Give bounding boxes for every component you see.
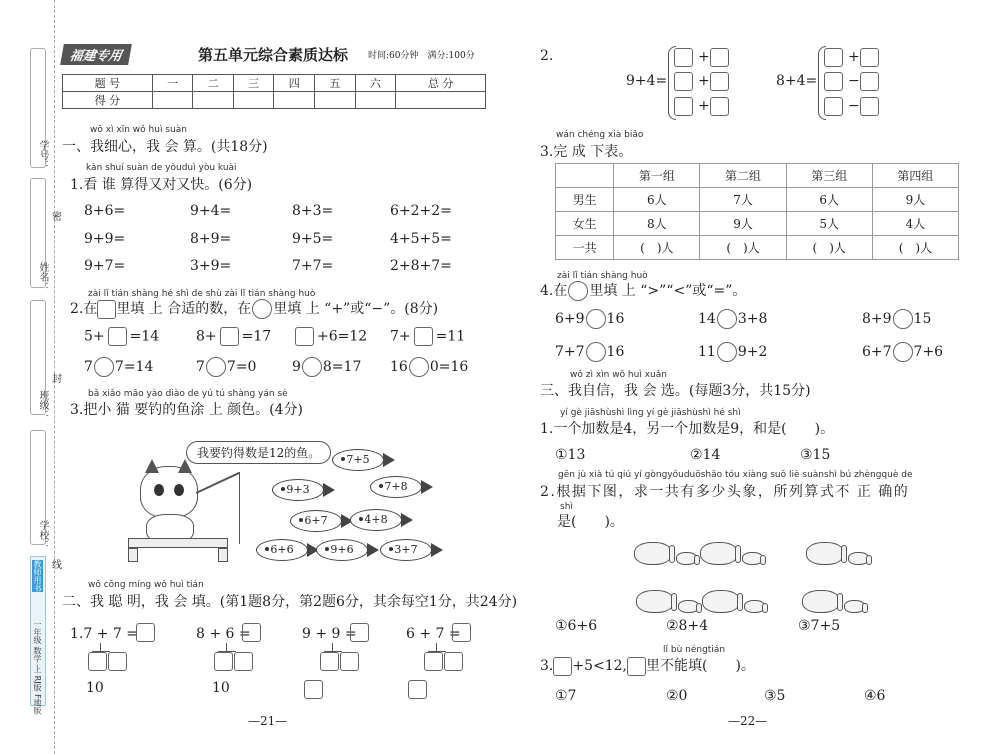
elephant-trunk-icon xyxy=(694,555,700,565)
score-label-cell: 得 分 xyxy=(63,92,153,109)
score-header-cell: 三 xyxy=(233,75,274,92)
s2-q4-pinyin: zài lǐ tián shàng huò xyxy=(557,271,648,281)
fish-7[interactable]: 9+6 xyxy=(316,539,368,561)
elephant-icon xyxy=(844,600,865,613)
seal-xian: 线 xyxy=(52,560,62,571)
calc-problem[interactable]: 2+8+7= xyxy=(390,258,452,274)
fill-blank-problem xyxy=(196,327,271,346)
ten-label: 10 xyxy=(86,680,104,696)
elephant-icon xyxy=(700,542,738,565)
seal-mi: 密 xyxy=(52,212,62,223)
compare-problem xyxy=(862,309,931,329)
elephant-icon xyxy=(636,590,674,613)
operator: + xyxy=(698,49,710,65)
fish-2[interactable]: 9+3 xyxy=(272,479,324,501)
elephant-trunk-icon xyxy=(735,545,741,563)
compare-right: 16 xyxy=(606,311,625,327)
split-square[interactable] xyxy=(108,652,127,671)
fish-4[interactable]: 6+7 xyxy=(290,510,342,532)
compare-left: 6+7 xyxy=(862,344,892,360)
compare-right: 3+8 xyxy=(737,311,768,327)
elephant-trunk-icon xyxy=(671,593,677,611)
s3-q2-option-c[interactable]: ③7+5 xyxy=(798,618,841,634)
compare-circle[interactable] xyxy=(893,342,913,362)
compare-circle[interactable] xyxy=(717,309,737,329)
operator: + xyxy=(698,73,710,89)
fill-suffix: +6=12 xyxy=(317,328,368,345)
answer-circle[interactable] xyxy=(302,357,322,377)
compare-problem xyxy=(862,342,943,362)
table-header: 第三组 xyxy=(786,164,872,188)
fish-3[interactable]: 7+8 xyxy=(370,476,422,498)
s2-pinyin: wǒ cōng míng wǒ huì tián xyxy=(88,580,204,590)
score-header-cell: 题 号 xyxy=(63,75,153,92)
row-label: 男生 xyxy=(556,188,614,212)
page-title: 第五单元综合素质达标 xyxy=(198,46,349,64)
compare-right: 9+2 xyxy=(737,344,768,360)
s2-q2-label: 2. xyxy=(540,48,554,64)
calc-problem[interactable]: 9+4= xyxy=(190,203,232,219)
elephant-trunk-icon xyxy=(737,593,743,611)
square-symbol xyxy=(97,300,116,319)
operator-blank-problem xyxy=(292,357,361,377)
operator: + xyxy=(848,49,860,65)
score-header-cell: 四 xyxy=(274,75,315,92)
split-square[interactable] xyxy=(234,652,253,671)
split-square[interactable] xyxy=(674,72,693,91)
fill-suffix: 8=17 xyxy=(322,359,362,375)
score-input-cell[interactable] xyxy=(355,92,396,109)
s1-q3-pinyin: bǎ xiǎo māo yào diào de yú tú shàng yán sè xyxy=(88,389,288,399)
elephant-trunk-icon xyxy=(696,603,702,613)
s3-q3: 3. +5<12, 里不能填( )。 xyxy=(540,658,755,674)
exam-meta: 时间:60分钟 满分:100分 xyxy=(368,51,475,61)
answer-square[interactable] xyxy=(295,327,314,346)
compare-circle[interactable] xyxy=(586,309,606,329)
compare-left: 11 xyxy=(698,344,716,360)
split-square[interactable] xyxy=(860,72,879,91)
score-table xyxy=(62,74,486,109)
split-square[interactable] xyxy=(710,48,729,67)
cat-head-icon xyxy=(140,466,198,518)
calc-problem[interactable]: 9+5= xyxy=(292,231,334,247)
s2-q3: 3.完 成 下表。 xyxy=(540,144,633,160)
compare-problem xyxy=(555,342,624,362)
calc-problem[interactable]: 8+6= xyxy=(84,203,126,219)
compare-left: 8+9 xyxy=(862,311,892,327)
answer-square[interactable] xyxy=(350,623,369,642)
calc-problem[interactable]: 3+9= xyxy=(190,258,232,274)
bench-icon xyxy=(128,538,228,548)
s3-q1-pinyin: yí gè jiāshùshì lìng yí gè jiāshùshì hé shì xyxy=(560,408,741,418)
circle-symbol xyxy=(568,281,588,301)
operator: − xyxy=(848,98,860,114)
answer-square[interactable] xyxy=(136,623,155,642)
fill-prefix: 7+ xyxy=(390,328,411,345)
score-header-cell: 六 xyxy=(355,75,396,92)
split-square[interactable] xyxy=(860,48,879,67)
answer-circle[interactable] xyxy=(94,357,114,377)
answer-circle[interactable] xyxy=(206,357,226,377)
ten-square[interactable] xyxy=(408,680,427,699)
score-input-cell[interactable] xyxy=(233,92,274,109)
split-square[interactable] xyxy=(674,48,693,67)
fish-5[interactable]: 4+8 xyxy=(350,509,402,531)
fill-prefix: 7 xyxy=(196,359,205,375)
s3-q3-option-c[interactable]: ③5 xyxy=(764,688,786,704)
decompose-equation: 9 + 9 = xyxy=(302,626,357,642)
table-cell: 8人 xyxy=(614,212,700,236)
split-square[interactable] xyxy=(824,72,843,91)
answer-square[interactable] xyxy=(414,327,433,346)
s3-q3-option-d[interactable]: ④6 xyxy=(864,688,886,704)
table-cell: 6人 xyxy=(614,188,700,212)
speech-bubble: 我要钓得数是12的鱼。 xyxy=(186,441,331,464)
fill-suffix: 7=14 xyxy=(114,359,154,375)
operator-blank-problem xyxy=(84,357,153,377)
page-number-right: —22— xyxy=(728,714,768,728)
score-header-cell: 五 xyxy=(315,75,356,92)
elephant-trunk-icon xyxy=(762,603,768,613)
s3-q3-pinyin: lǐ bù néngtián xyxy=(663,645,726,655)
tree-stem xyxy=(226,643,227,651)
class-label: 班级： xyxy=(37,390,48,420)
s2-q4: 4.在 里填 上 “>”“<”或“=”。 xyxy=(540,283,747,299)
s3-title: 三、我自信，我 会 选。(每题3分，共15分) xyxy=(540,383,811,399)
score-input-cell[interactable] xyxy=(152,92,193,109)
elephant-trunk-icon xyxy=(760,555,766,565)
split-square[interactable] xyxy=(860,97,879,116)
table-cell[interactable]: ( )人 xyxy=(786,236,872,260)
compare-circle[interactable] xyxy=(717,342,737,362)
fill-suffix: =17 xyxy=(241,328,272,345)
answer-circle[interactable] xyxy=(409,357,429,377)
table-cell[interactable]: ( )人 xyxy=(700,236,786,260)
table-cell: 6人 xyxy=(786,188,872,212)
answer-square[interactable] xyxy=(108,327,127,346)
fill-prefix: 9 xyxy=(292,359,301,375)
compare-right: 16 xyxy=(606,344,625,360)
expr-8-plus-4: 8+4= xyxy=(776,73,818,89)
tree-stem xyxy=(332,643,333,651)
score-input-cell[interactable] xyxy=(193,92,234,109)
answer-square[interactable] xyxy=(242,623,261,642)
fill-suffix: 0=16 xyxy=(429,359,469,375)
split-square[interactable] xyxy=(710,97,729,116)
table-cell: 4人 xyxy=(872,212,958,236)
split-square[interactable] xyxy=(824,97,843,116)
s3-q1: 1.一个加数是4，另一个加数是9，和是( )。 xyxy=(540,421,835,437)
s1-q1-pinyin: kàn shuí suàn de yòuduì yòu kuài xyxy=(86,163,237,173)
elephant-icon xyxy=(742,552,763,565)
seal-feng: 封 xyxy=(52,374,62,385)
operator: + xyxy=(698,98,710,114)
s3-q3-option-b[interactable]: ②0 xyxy=(666,688,688,704)
elephant-trunk-icon xyxy=(669,545,675,563)
binding-strip xyxy=(0,0,62,754)
fill-blank-problem xyxy=(390,327,465,346)
split-square[interactable] xyxy=(824,48,843,67)
split-square[interactable] xyxy=(340,652,359,671)
fill-prefix: 16 xyxy=(390,359,408,375)
s1-q3: 3.把小 猫 要钓的鱼涂 上 颜色。(4分) xyxy=(70,402,303,418)
compare-problem xyxy=(698,342,767,362)
compare-circle[interactable] xyxy=(586,342,606,362)
fill-blank-problem xyxy=(292,327,367,346)
elephant-icon xyxy=(702,590,740,613)
elephant-icon xyxy=(676,552,697,565)
s3-q2-pinyin: gēn jù xià tú qiú yí gòngyǒuduōshǎo tóu xiàng suǒ liè suànshì bú zhèngquè de xyxy=(558,470,913,480)
split-square[interactable] xyxy=(214,652,233,671)
compare-left: 6+9 xyxy=(555,311,585,327)
square-symbol xyxy=(553,657,572,676)
book-tag: 教师用书 xyxy=(33,560,42,592)
table-cell: 9人 xyxy=(700,212,786,236)
score-header-cell: 一 xyxy=(152,75,193,92)
elephant-trunk-icon xyxy=(837,593,843,611)
calc-problem[interactable]: 4+5+5= xyxy=(390,231,452,247)
fill-prefix: 5+ xyxy=(84,328,105,345)
elephant-trunk-icon xyxy=(862,603,868,613)
operator-blank-problem xyxy=(196,357,256,377)
split-square[interactable] xyxy=(710,72,729,91)
score-input-cell[interactable] xyxy=(274,92,315,109)
s1-title: 一、我细心，我 会 算。(共18分) xyxy=(62,139,268,155)
row-label: 女生 xyxy=(556,212,614,236)
circle-symbol xyxy=(252,299,272,319)
s1-q2: 2.在 里填 上 合适的数，在 里填 上 “+”或“−”。(8分) xyxy=(70,301,439,317)
calc-problem[interactable]: 6+2+2= xyxy=(390,203,452,219)
fill-suffix: 7=0 xyxy=(226,359,257,375)
answer-square[interactable] xyxy=(220,327,239,346)
answer-square[interactable] xyxy=(452,623,471,642)
s3-q2-pinyin-2: shì xyxy=(560,502,573,512)
compare-left: 7+7 xyxy=(555,344,585,360)
decompose-equation: 6 + 7 = xyxy=(406,626,461,642)
compare-left: 14 xyxy=(698,311,716,327)
table-header xyxy=(556,164,614,188)
fish-6[interactable]: 6+6 xyxy=(256,539,308,561)
elephant-icon xyxy=(802,590,840,613)
elephant-icon xyxy=(678,600,699,613)
school-label: 学校： xyxy=(37,520,48,550)
ten-square[interactable] xyxy=(304,680,323,699)
student-number-label: 学号： xyxy=(37,140,48,170)
compare-right: 7+6 xyxy=(913,344,944,360)
calc-problem[interactable]: 9+7= xyxy=(84,258,126,274)
operator-blank-problem xyxy=(390,357,468,377)
split-square[interactable] xyxy=(424,652,443,671)
split-square[interactable] xyxy=(320,652,339,671)
s3-q1-option-a[interactable]: ①13 xyxy=(555,447,586,463)
elephant-icon xyxy=(806,542,844,565)
book-info: 一年级 数学 上 RJ版 F地版 xyxy=(33,620,42,715)
score-input-cell[interactable] xyxy=(396,92,486,109)
fill-blank-problem xyxy=(84,327,159,346)
s3-q1-option-b[interactable]: ②14 xyxy=(690,447,721,463)
calc-problem[interactable]: 9+9= xyxy=(84,231,126,247)
s3-q1-option-c[interactable]: ③15 xyxy=(800,447,831,463)
split-square[interactable] xyxy=(674,97,693,116)
s3-q2-option-b[interactable]: ②8+4 xyxy=(666,618,709,634)
fill-suffix: =14 xyxy=(129,328,160,345)
calc-problem[interactable]: 8+3= xyxy=(292,203,334,219)
s1-q2-pinyin: zài lǐ tián shàng hé shì de shù zài lǐ tián shàng huò xyxy=(88,289,316,299)
fish-1[interactable]: 7+5 xyxy=(332,449,384,471)
elephant-trunk-icon xyxy=(866,555,872,565)
s1-pinyin: wǒ xì xīn wǒ huì suàn xyxy=(90,125,187,135)
elephant-icon xyxy=(744,600,765,613)
name-label: 姓名： xyxy=(37,262,48,292)
table-header: 第一组 xyxy=(614,164,700,188)
tree-stem xyxy=(100,643,101,651)
split-square[interactable] xyxy=(444,652,463,671)
s2-title: 二、我 聪 明，我 会 填。(第1题8分，第2题6分，其余每空1分，共24分) xyxy=(62,594,518,610)
square-symbol xyxy=(627,657,646,676)
score-header-cell: 二 xyxy=(193,75,234,92)
compare-problem xyxy=(555,309,624,329)
fill-prefix: 8+ xyxy=(196,328,217,345)
fill-prefix: 7 xyxy=(84,359,93,375)
operator: − xyxy=(848,73,860,89)
s3-q2-option-a[interactable]: ①6+6 xyxy=(555,618,598,634)
ten-label: 10 xyxy=(212,680,230,696)
row-label: 一共 xyxy=(556,236,614,260)
split-square[interactable] xyxy=(88,652,107,671)
calc-problem[interactable]: 8+9= xyxy=(190,231,232,247)
table-cell: 5人 xyxy=(786,212,872,236)
decompose-equation: 1.7 + 7 = xyxy=(70,626,138,642)
score-input-cell[interactable] xyxy=(315,92,356,109)
compare-right: 15 xyxy=(913,311,932,327)
tree-stem xyxy=(436,643,437,651)
expr-9-plus-4: 9+4= xyxy=(626,73,668,89)
elephant-icon xyxy=(848,552,869,565)
table-header: 第四组 xyxy=(872,164,958,188)
table-cell[interactable]: ( )人 xyxy=(614,236,700,260)
score-header-cell: 总 分 xyxy=(396,75,486,92)
table-cell: 9人 xyxy=(872,188,958,212)
fill-suffix: =11 xyxy=(435,328,466,345)
table-header: 第二组 xyxy=(700,164,786,188)
s1-q1: 1.看 谁 算得又对又快。(6分) xyxy=(70,177,253,193)
compare-circle[interactable] xyxy=(893,309,913,329)
s2-q3-pinyin: wán chéng xià biǎo xyxy=(556,130,644,140)
region-badge: 福建专用 xyxy=(60,44,132,65)
compare-problem xyxy=(698,309,767,329)
decompose-equation: 8 + 6 = xyxy=(196,626,251,642)
s3-q3-option-a[interactable]: ①7 xyxy=(555,688,577,704)
table-cell: 7人 xyxy=(700,188,786,212)
table-cell[interactable]: ( )人 xyxy=(872,236,958,260)
s3-pinyin: wǒ zì xìn wǒ huì xuǎn xyxy=(570,370,667,380)
group-table xyxy=(555,163,959,260)
elephant-trunk-icon xyxy=(841,545,847,563)
page-number-left-display: —21— xyxy=(248,714,288,728)
elephant-icon xyxy=(634,542,672,565)
fishing-line xyxy=(239,472,240,544)
s3-q2: 2.根据下图，求一共有多少头象，所列算式不 正 确的 xyxy=(540,484,910,500)
fish-8[interactable]: 3+7 xyxy=(380,539,432,561)
s3-q2-b: 是( )。 xyxy=(557,514,624,530)
calc-problem[interactable]: 7+7= xyxy=(292,258,334,274)
